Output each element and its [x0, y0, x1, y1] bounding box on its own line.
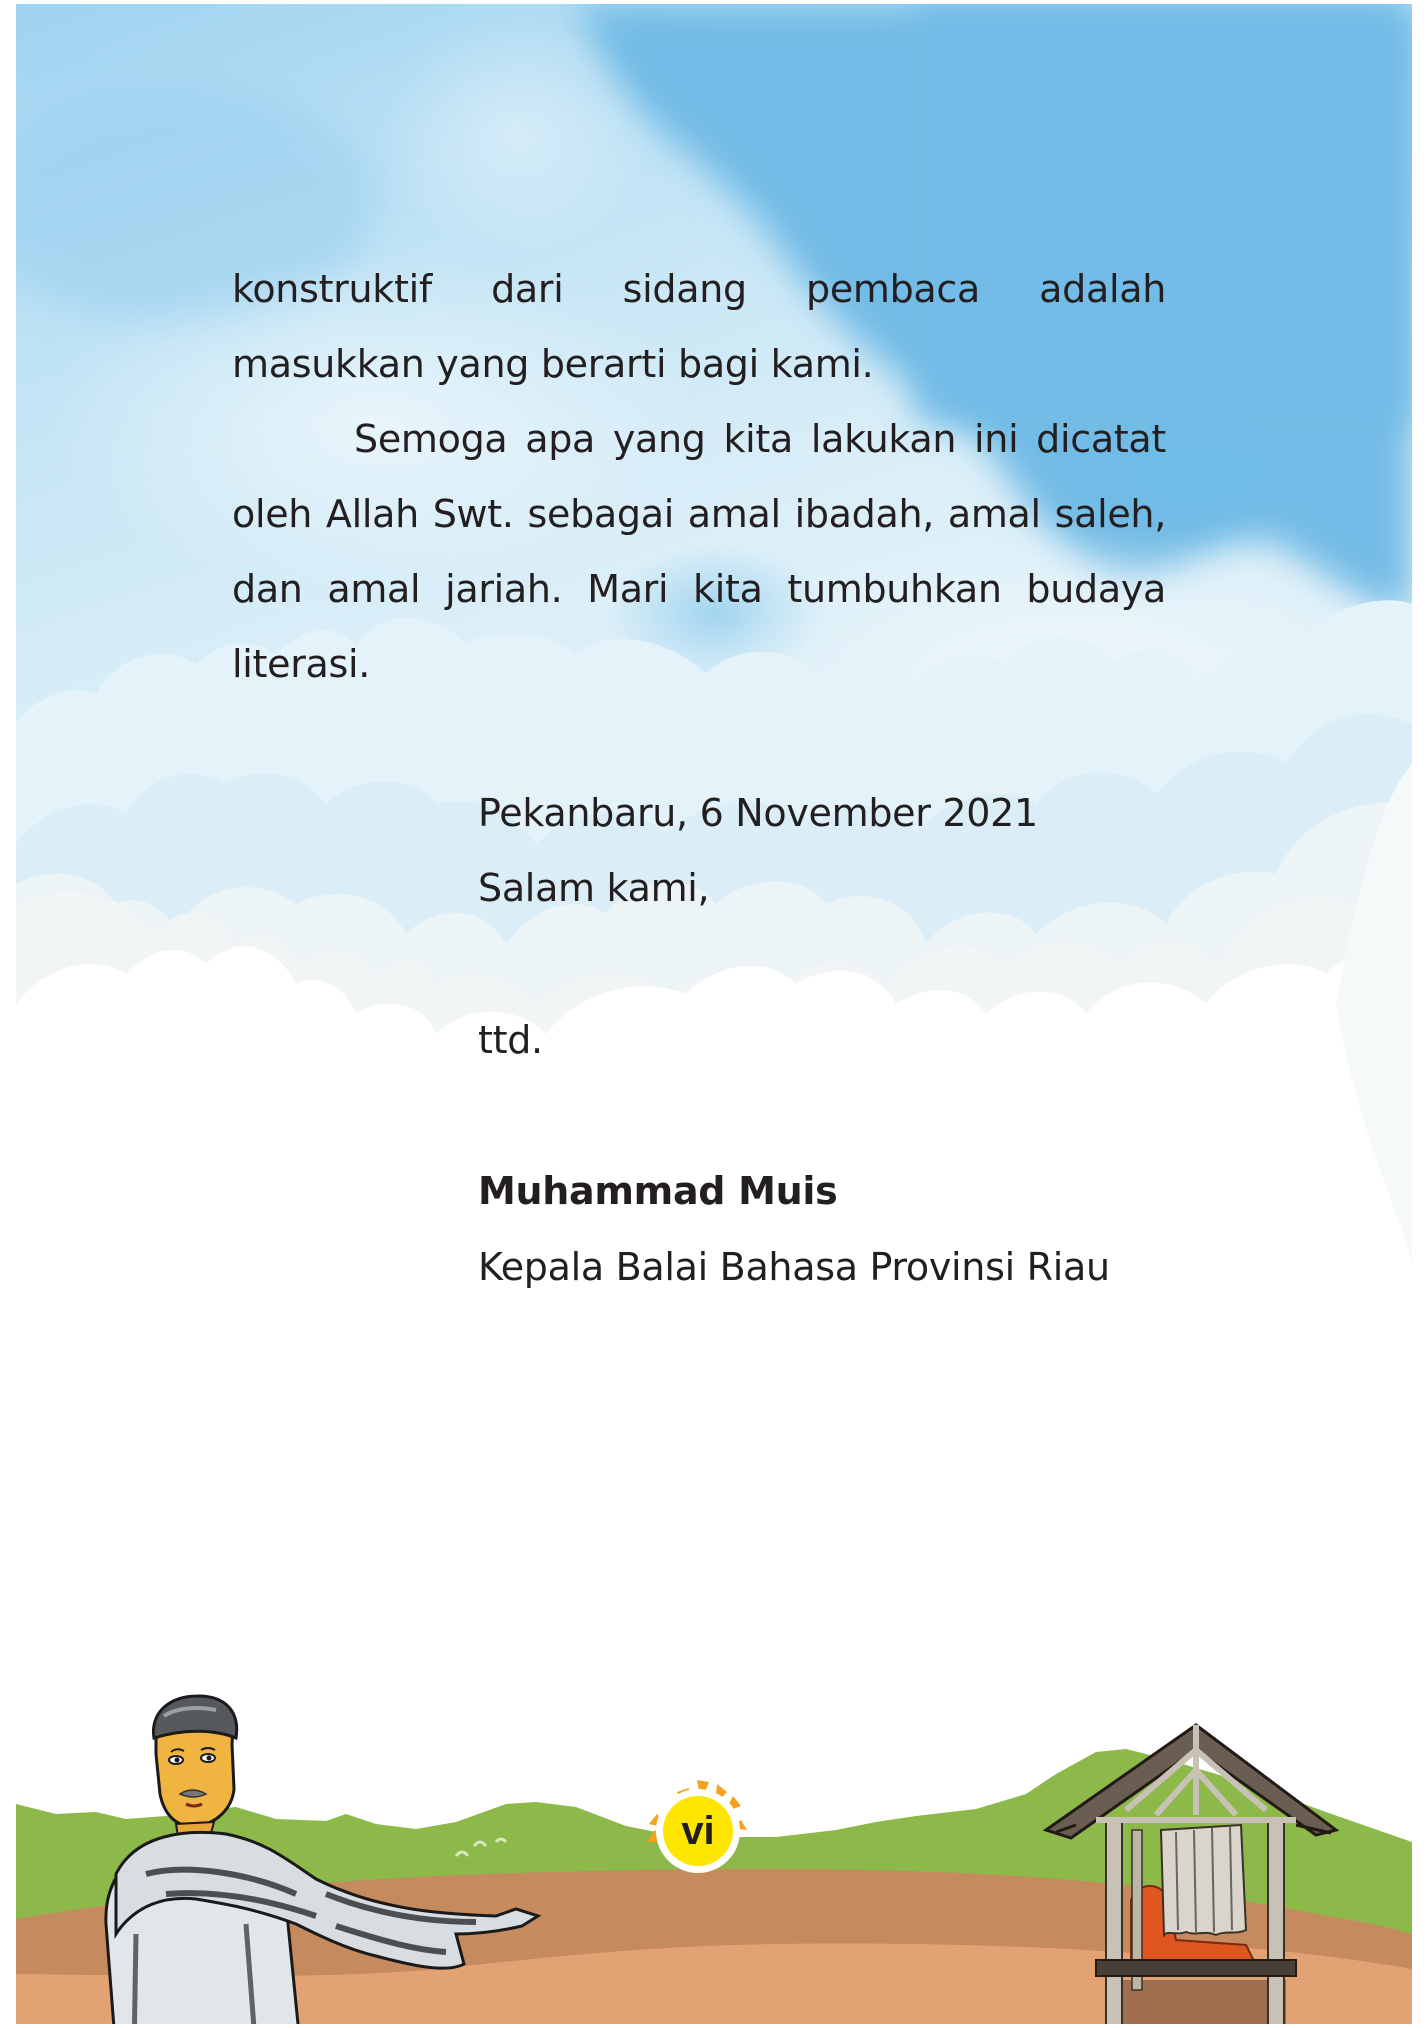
paragraph-2	[232, 402, 1166, 702]
signatory-title: Kepala Balai Bahasa Provinsi Riau	[478, 1245, 1110, 1289]
paragraph-2-line-1: Semoga apa yang kita lakukan ini dicatat	[354, 417, 1166, 461]
signatory-name: Muhammad Muis	[478, 1169, 838, 1213]
page-number-badge	[653, 1786, 743, 1876]
paragraph-1	[232, 252, 1166, 402]
signed-mark: ttd.	[478, 1018, 543, 1062]
paragraph-1-line-1: konstruktif dari sidang pembaca adalah	[232, 267, 1166, 311]
paragraph-2-line-2: oleh Allah Swt. sebagai amal ibadah, amal saleh,	[232, 492, 1166, 536]
body-text	[232, 252, 1166, 702]
closing-salutation: Salam kami,	[478, 866, 710, 910]
paragraph-1-line-2: masukkan yang berarti bagi kami.	[232, 342, 874, 386]
wooden-hut-illustration	[1036, 1720, 1376, 2024]
man-with-scarf-illustration	[76, 1694, 596, 2024]
page-number: vi	[681, 1808, 715, 1853]
paragraph-2-line-3: dan amal jariah. Mari kita tumbuhkan budaya	[232, 567, 1166, 611]
paragraph-2-line-4: literasi.	[232, 642, 371, 686]
place-and-date: Pekanbaru, 6 November 2021	[478, 791, 1038, 835]
